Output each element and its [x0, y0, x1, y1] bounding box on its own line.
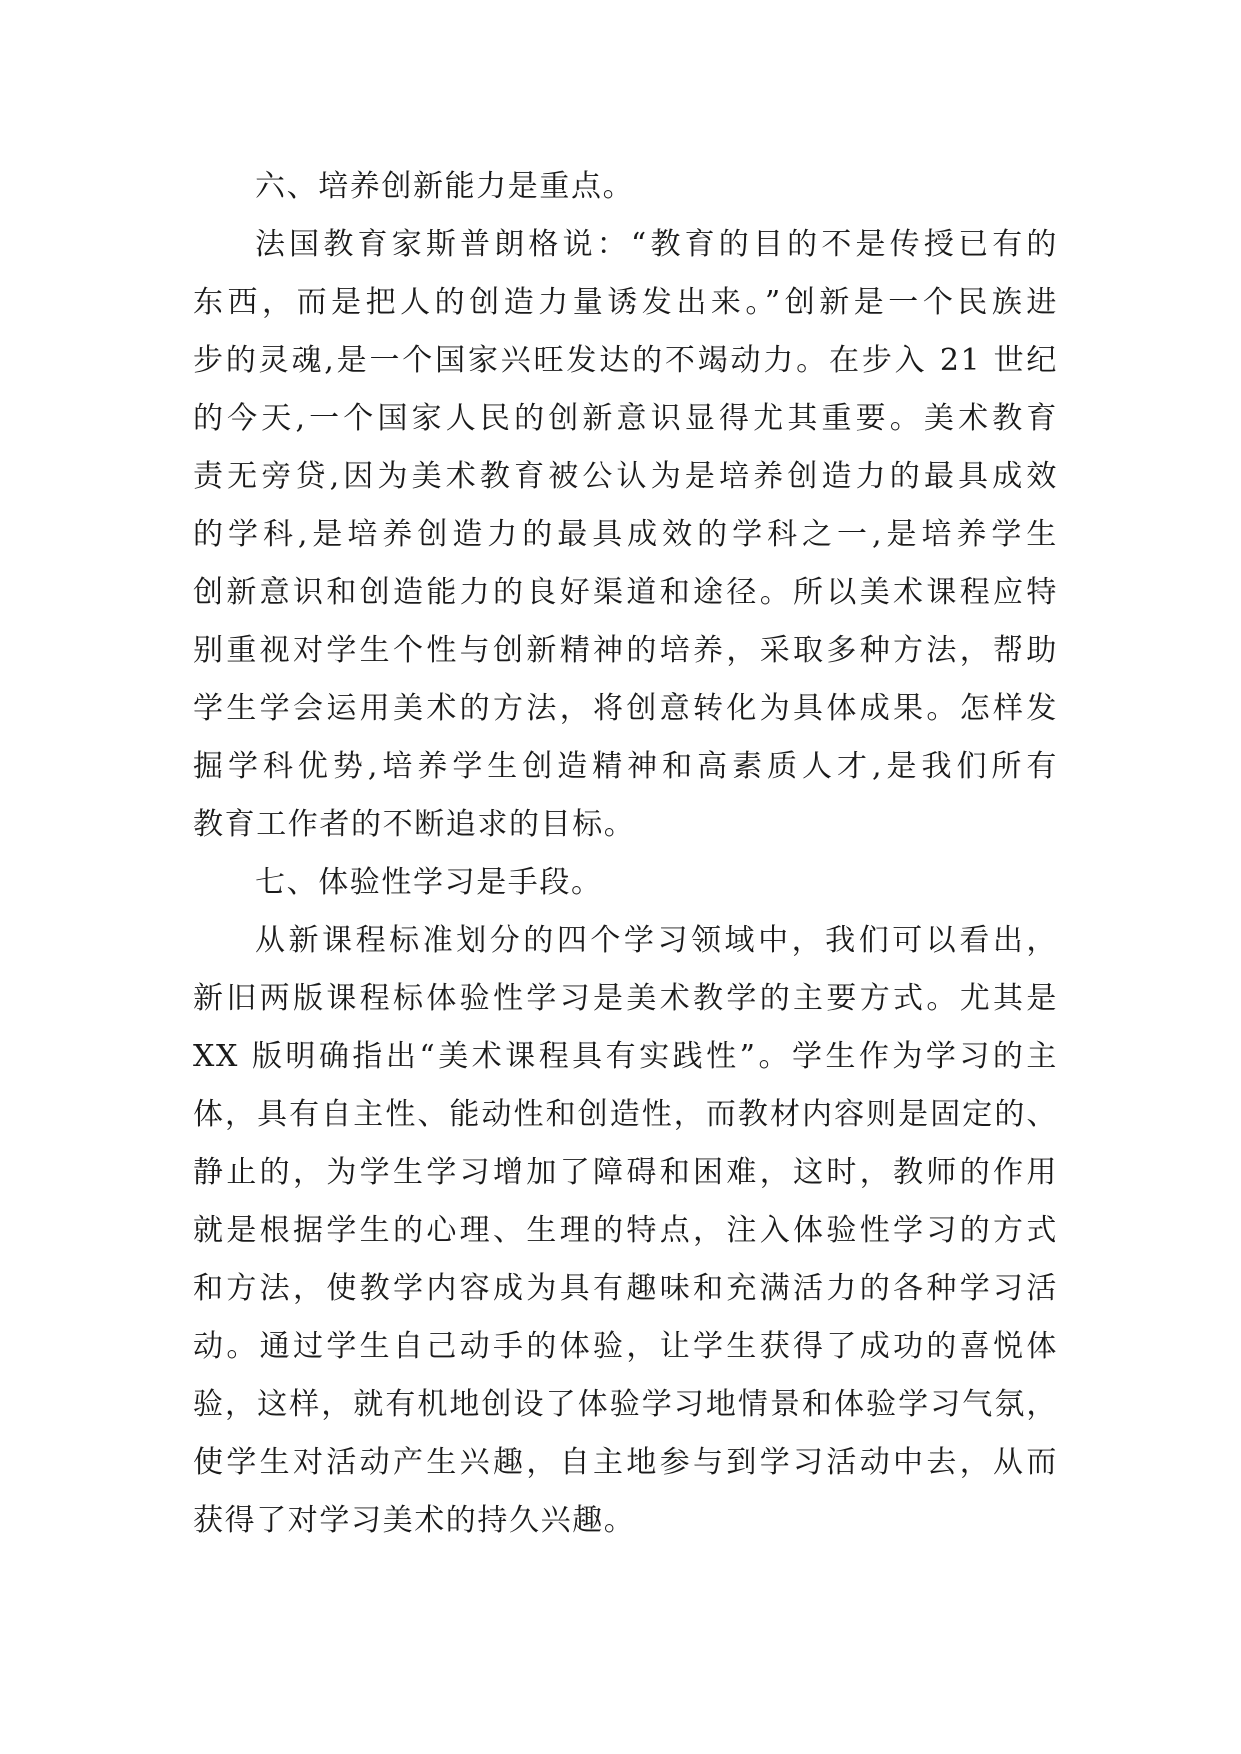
text-line: 就是根据学生的心理、生理的特点，注入体验性学习的方式 [193, 1213, 1058, 1248]
text-line: 获得了对学习美术的持久兴趣。 [193, 1503, 636, 1538]
text-line: 步的灵魂,是一个国家兴旺发达的不竭动力。在步入 21 世纪 [193, 343, 1058, 378]
section-heading-7: 七、体验性学习是手段。 [255, 865, 603, 900]
text-line: 验，这样，就有机地创设了体验学习地情景和体验学习气氛， [193, 1387, 1058, 1422]
text-line: 东西，而是把人的创造力量诱发出来。”创新是一个民族进 [193, 285, 1058, 320]
text-line: 别重视对学生个性与创新精神的培养，采取多种方法，帮助 [193, 633, 1058, 668]
text-line: 和方法，使教学内容成为具有趣味和充满活力的各种学习活 [193, 1271, 1058, 1306]
text-line: 从新课程标准划分的四个学习领域中，我们可以看出， [255, 923, 1058, 958]
text-line: 学生学会运用美术的方法，将创意转化为具体成果。怎样发 [193, 691, 1058, 726]
document-body [193, 158, 1058, 1550]
text-line: 静止的，为学生学习增加了障碍和困难，这时，教师的作用 [193, 1155, 1058, 1190]
text-line: 教育工作者的不断追求的目标。 [193, 807, 636, 842]
text-line: 法国教育家斯普朗格说：“教育的目的不是传授已有的 [255, 227, 1058, 262]
text-line: 的学科,是培养创造力的最具成效的学科之一,是培养学生 [193, 517, 1058, 552]
text-line: XX 版明确指出“美术课程具有实践性”。学生作为学习的主 [193, 1039, 1058, 1074]
text-line: 责无旁贷,因为美术教育被公认为是培养创造力的最具成效 [193, 459, 1058, 494]
text-line: 体，具有自主性、能动性和创造性，而教材内容则是固定的、 [193, 1097, 1058, 1132]
text-line: 创新意识和创造能力的良好渠道和途径。所以美术课程应特 [193, 575, 1058, 610]
text-line: 掘学科优势,培养学生创造精神和高素质人才,是我们所有 [193, 749, 1058, 784]
text-line: 动。通过学生自己动手的体验，让学生获得了成功的喜悦体 [193, 1329, 1058, 1364]
section-heading-6: 六、培养创新能力是重点。 [255, 169, 635, 204]
text-line: 使学生对活动产生兴趣，自主地参与到学习活动中去，从而 [193, 1445, 1058, 1480]
text-line: 的今天,一个国家人民的创新意识显得尤其重要。美术教育 [193, 401, 1058, 436]
text-line: 新旧两版课程标体验性学习是美术教学的主要方式。尤其是 [193, 981, 1058, 1016]
